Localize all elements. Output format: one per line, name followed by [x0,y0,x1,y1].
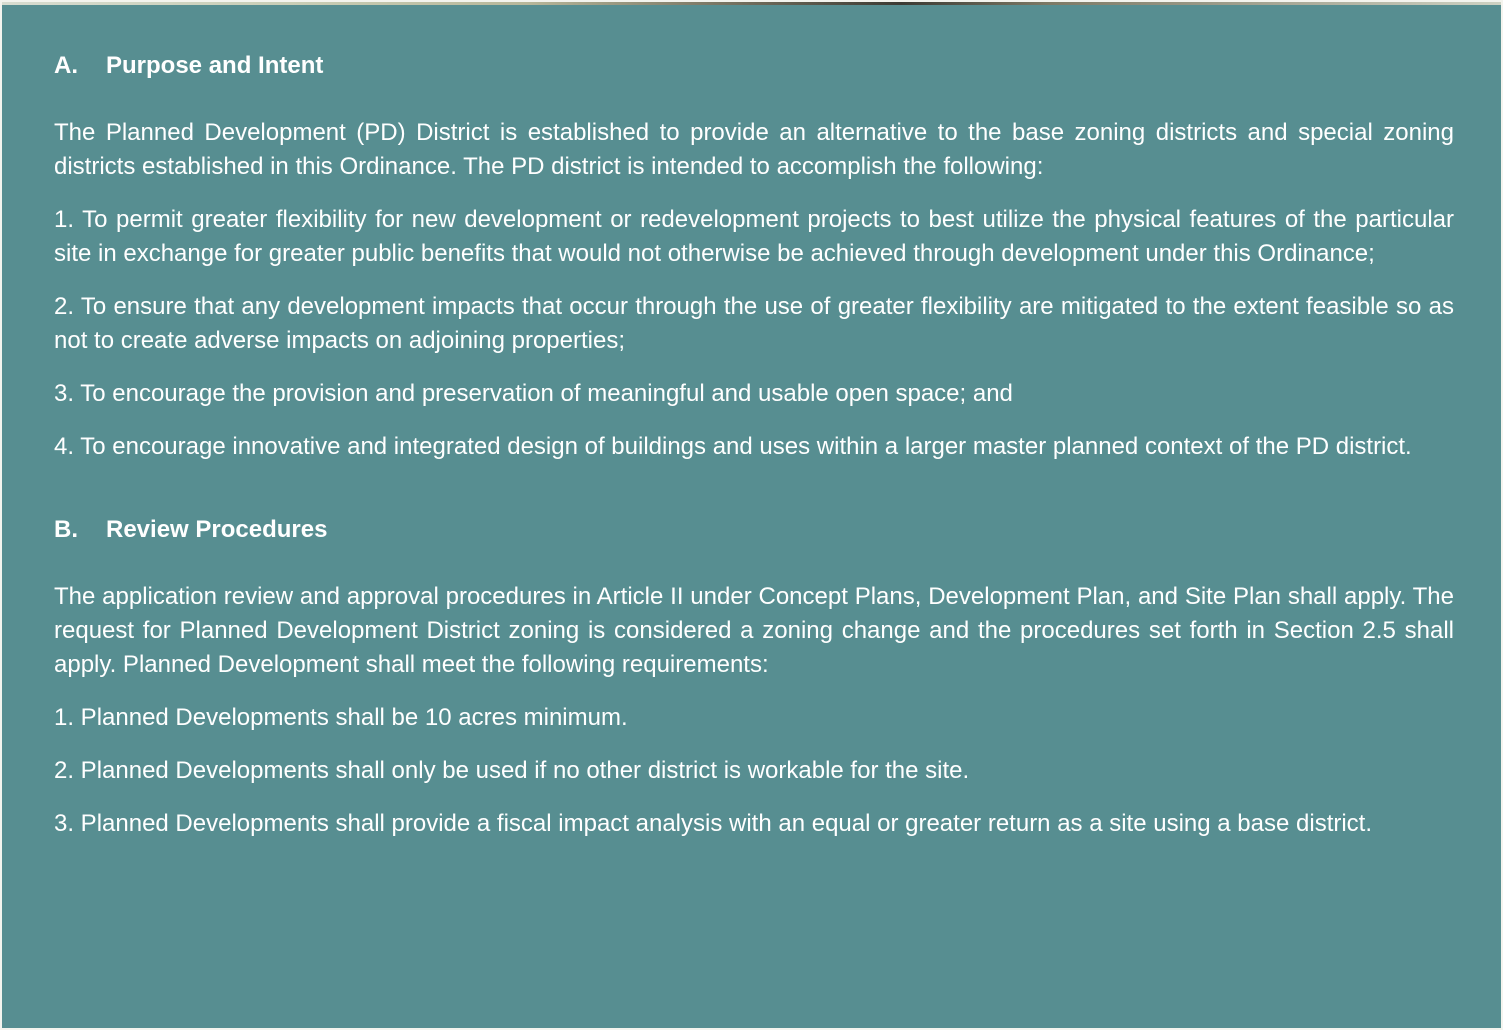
top-edge-band [2,2,1501,5]
section-a-heading [54,46,1454,86]
document-content [54,46,1454,841]
section-b-letter: B. [54,516,78,543]
section-a-item-2: 2. To ensure that any development impacts that occur through the use of greater flexibility are mitigated to the extent feasible so as not to create adverse impacts on adjoining properties; [54,293,1454,354]
section-b-title: Review Procedures [106,516,328,543]
section-a-item-1: 1. To permit greater flexibility for new development or redevelopment projects to best utilize the physical features of the particular site in exchange for greater public benefits that would not otherwise be achieved through development under this Ordinance; [54,206,1454,267]
section-b-item-1: 1. Planned Developments shall be 10 acres minimum. [54,704,628,731]
section-b-heading [54,510,1454,550]
section-a-letter: A. [54,52,78,79]
section-a-item-3: 3. To encourage the provision and preservation of meaningful and usable open space; and [54,380,1013,407]
section-b-item-2: 2. Planned Developments shall only be used if no other district is workable for the site. [54,757,970,784]
section-a-intro: The Planned Development (PD) District is established to provide an alternative to the base zoning districts and special zoning districts established in this Ordinance. The PD district is intended to accomplish the following: [54,119,1454,180]
section-b-item-3: 3. Planned Developments shall provide a fiscal impact analysis with an equal or greater return as a site using a base district. [54,810,1373,837]
section-a-item-4: 4. To encourage innovative and integrated design of buildings and uses within a larger master planned context of the PD district. [54,433,1412,460]
section-b-intro: The application review and approval procedures in Article II under Concept Plans, Development Plan, and Site Plan shall apply. The request for Planned Development District zoning is considered a zoning change and the procedures set forth in Section 2.5 shall apply. Planned Development shall meet the following requirements: [54,583,1454,678]
section-a-title: Purpose and Intent [106,52,324,79]
